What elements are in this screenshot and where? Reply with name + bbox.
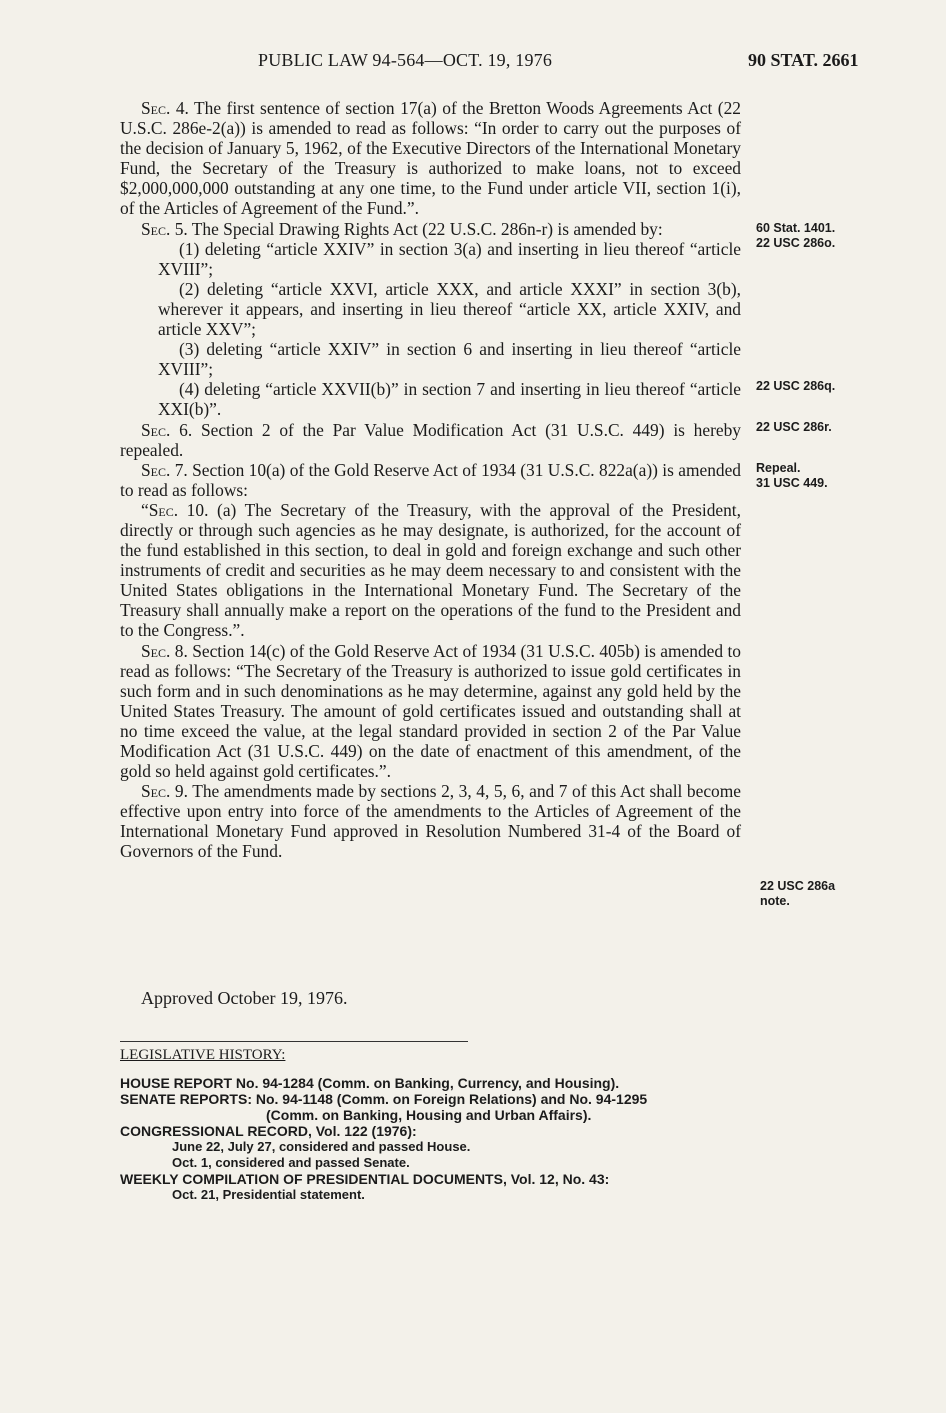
section-text: The first sentence of section 17(a) of the Bretton Woods Agreements Act (22 U.S.C. 286e-2(a)) is amended to read as follows: “In order to carry out the purposes of the decision of January 5, 1962, of the Executive Directors of the International Monetary Fund, the Secretary of the Treasury is authorized to make loans, not to exceed $2,000,000,000 outstanding at any one time, to the Fund under article VII, section 1(i), of the Articles of Agreement of the Fund.”. <box>120 98 741 219</box>
margin-note <box>756 221 835 250</box>
margin-note-line: 22 USC 286a <box>760 879 836 893</box>
congressional-record-item: June 22, July 27, considered and passed House. <box>172 1139 471 1154</box>
section-4 <box>120 98 741 219</box>
statute-body <box>120 98 741 862</box>
header-statute-page: 90 STAT. 2661 <box>748 50 859 70</box>
margin-note-line: 60 Stat. 1401. <box>756 221 836 235</box>
weekly-compilation: WEEKLY COMPILATION OF PRESIDENTIAL DOCUMENTS, Vol. 12, No. 43: <box>120 1171 610 1187</box>
quote-label: “Sec. 10. <box>141 499 209 520</box>
list-item: (2) deleting “article XXVI, article XXX, and article XXXI” in section 3(b), wherever it appears, and inserting in lieu thereof “article XX, article XXIV, and article XXV”; <box>158 278 741 340</box>
section-label: Sec. 8. <box>141 640 188 661</box>
running-header <box>0 50 946 76</box>
section-label: Sec. 9. <box>141 781 188 802</box>
weekly-compilation-item: Oct. 21, Presidential statement. <box>172 1187 365 1202</box>
margin-note-line: note. <box>760 893 790 908</box>
list-item: (1) deleting “article XXIV” in section 3(a) and inserting in lieu thereof “article XVIII”; <box>158 238 741 279</box>
congressional-record-item: Oct. 1, considered and passed Senate. <box>172 1155 410 1170</box>
section-5 <box>120 219 741 239</box>
senate-reports-continued: (Comm. on Banking, Housing and Urban Affairs). <box>266 1107 592 1123</box>
section-label: Sec. 5. <box>141 218 188 239</box>
section-label: Sec. 4. <box>141 98 189 118</box>
margin-note <box>756 461 828 490</box>
section-7-quote <box>120 500 741 641</box>
section-text: The Special Drawing Rights Act (22 U.S.C. 286n-r) is amended by: <box>187 218 663 239</box>
section-9 <box>120 781 741 861</box>
quote-text: (a) The Secretary of the Treasury, with the approval of the President, directly or through such agencies as he may designate, is authorized, for the account of the fund established in this section, to deal in gold and foreign exchange and such other instruments of credit and securities as he may deem necessary to and consistent with the United States obligations in the International Monetary Fund. The Secretary of the Treasury shall annually make a report on the operations of the fund to the President and to the Congress.”. <box>120 499 741 641</box>
approval-date: Approved October 19, 1976. <box>141 988 348 1008</box>
senate-reports: SENATE REPORTS: No. 94-1148 (Comm. on Foreign Relations) and No. 94-1295 <box>120 1091 648 1107</box>
section-label: Sec. 6. <box>141 419 193 440</box>
section-label: Sec. 7. <box>141 459 188 480</box>
section-text: Section 2 of the Par Value Modification Act (31 U.S.C. 449) is hereby repealed. <box>120 419 741 460</box>
house-report: HOUSE REPORT No. 94-1284 (Comm. on Banking, Currency, and Housing). <box>120 1075 620 1091</box>
section-7 <box>120 460 741 500</box>
divider <box>120 1041 468 1042</box>
list-item: (3) deleting “article XXIV” in section 6 and inserting in lieu thereof “article XVIII”; <box>158 339 741 380</box>
margin-note-line: 31 USC 449. <box>756 475 828 490</box>
list-item: (4) deleting “article XXVII(b)” in section 7 and inserting in lieu thereof “article XXI(b)”. <box>158 379 741 420</box>
legislative-history <box>120 1047 740 1203</box>
congressional-record: CONGRESSIONAL RECORD, Vol. 122 (1976): <box>120 1123 417 1139</box>
section-text: Section 10(a) of the Gold Reserve Act of 1934 (31 U.S.C. 822a(a)) is amended to read as follows: <box>120 459 741 500</box>
margin-note-line: 22 USC 286o. <box>756 235 836 250</box>
header-title: PUBLIC LAW 94-564—OCT. 19, 1976 <box>258 50 553 70</box>
margin-note: 22 USC 286r. <box>756 420 832 434</box>
margin-note: 22 USC 286q. <box>756 379 836 393</box>
section-text: The amendments made by sections 2, 3, 4, 5, 6, and 7 of this Act shall become effective upon entry into force of the amendments to the Articles of Agreement of the International Monetary Fund approved in Resolution Numbered 31-4 of the Board of Governors of the Fund. <box>120 781 741 862</box>
section-text: Section 14(c) of the Gold Reserve Act of 1934 (31 U.S.C. 405b) is amended to read as follows: “The Secretary of the Treasury is authorized to issue gold certificates in such form and in such denominations as he may determine, against any gold held by the United States Treasury. The amount of gold certificates issued and outstanding shall at no time exceed the value, at the legal standard provided in section 2 of the Par Value Modification Act (31 U.S.C. 449) on the date of enactment of this amendment, of the gold so held against gold certificates.”. <box>120 640 741 782</box>
legislative-history-heading: LEGISLATIVE HISTORY: <box>120 1047 286 1063</box>
section-6 <box>120 420 741 460</box>
margin-note <box>760 879 835 908</box>
margin-note-line: Repeal. <box>756 461 801 475</box>
section-8 <box>120 641 741 782</box>
